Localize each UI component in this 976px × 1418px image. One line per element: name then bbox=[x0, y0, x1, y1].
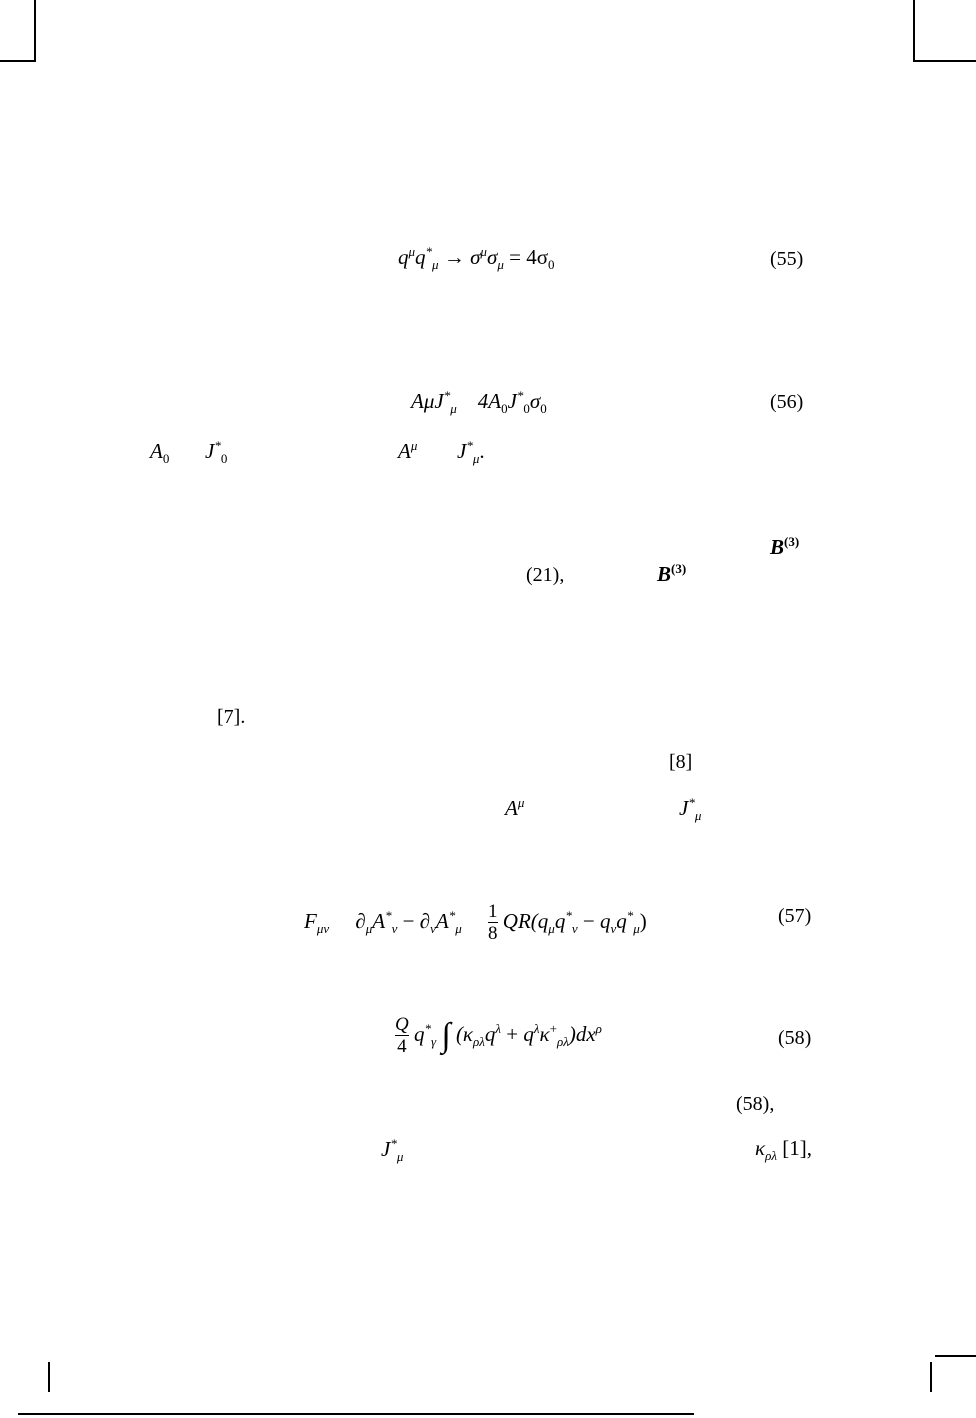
equation-57: $F_{\mu\nu}$ $\partial_\mu A^*_\nu - \partial_\nu A^*_\mu$ $\frac{1}{8}$ $QR(q_\mu q^*_\nu - q_\nu q^*_\mu)$ bbox=[304, 901, 647, 944]
citation-7: [7]. bbox=[217, 706, 246, 728]
fragment-B3-second: $B^{(3)}$ bbox=[657, 561, 687, 586]
crop-mark-bottom-right-horizontal bbox=[935, 1355, 976, 1357]
fragment-J-mu-star-second: $J^*_\mu$ bbox=[679, 795, 702, 824]
equation-58: $\frac{Q}{4}$ $q^*_\gamma$ ∫ $(\kappa_{\rho\lambda}q^\lambda + q^\lambda\kappa^+_{\rho\lambda})dx^\rho$ bbox=[395, 1014, 602, 1057]
equation-number-55: (55) bbox=[770, 248, 804, 270]
fragment-ref-58: (58), bbox=[736, 1093, 775, 1115]
fragment-ref-21: (21), bbox=[526, 564, 565, 586]
crop-mark-bottom-right-vertical bbox=[930, 1362, 932, 1392]
equation-number-57: (57) bbox=[778, 905, 812, 927]
crop-mark-top-right-horizontal bbox=[913, 60, 976, 62]
fragment-J-mu-star: $J^*_\mu$. bbox=[457, 438, 485, 467]
crop-mark-bottom-left-vertical bbox=[48, 1362, 50, 1392]
fraction-Q-over-4: $\frac{Q}{4}$ bbox=[395, 1014, 409, 1057]
equation-number-56: (56) bbox=[770, 391, 804, 413]
fragment-B3-first: $B^{(3)}$ bbox=[770, 534, 800, 559]
fragment-A0: $A_0$ bbox=[150, 439, 170, 467]
crop-mark-top-right-vertical bbox=[913, 0, 915, 62]
equation-56: AμJ*$_\mu$ $4A_0J^*_0\sigma_0$ bbox=[411, 388, 547, 417]
equation-55: $q^\mu q^*_\mu \to \sigma^\mu\sigma_\mu = 4\sigma_0$ bbox=[398, 244, 555, 273]
equation-number-58: (58) bbox=[778, 1027, 812, 1049]
fragment-J0-star: $J^*_0$ bbox=[205, 438, 228, 467]
citation-8: [8] bbox=[669, 751, 693, 773]
crop-mark-top-left-horizontal bbox=[0, 60, 34, 62]
integral-sign: ∫ bbox=[441, 1016, 451, 1054]
page-bottom-rule bbox=[18, 1413, 694, 1415]
fragment-A-mu: $A^\mu$ bbox=[398, 438, 418, 463]
fragment-J-mu-star-third: $J^*_\mu$ bbox=[381, 1136, 404, 1165]
fraction-one-eighth: $\frac{1}{8}$ bbox=[488, 901, 498, 944]
fragment-kappa-rho-lambda: $\kappa_{\rho\lambda}$ [1], bbox=[755, 1136, 812, 1164]
fragment-A-mu-second: $A^\mu$ bbox=[505, 795, 525, 820]
crop-mark-top-left-vertical bbox=[34, 0, 36, 62]
